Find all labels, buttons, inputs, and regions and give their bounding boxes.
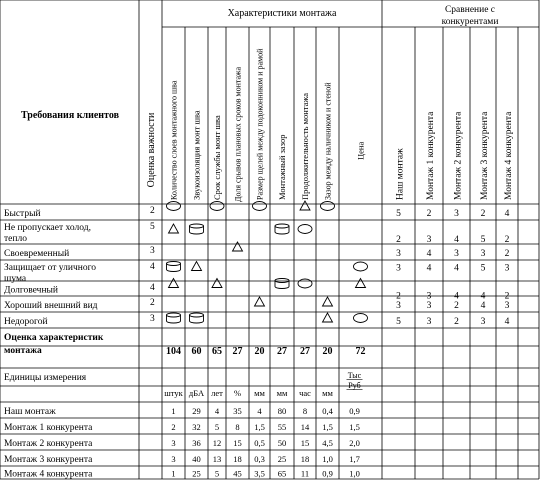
installation-value: 3: [171, 438, 176, 448]
installation-value: 18: [300, 454, 310, 464]
competitor-rating: 3: [504, 301, 510, 311]
column-header-characteristic: Доля срывов плановых сроков монтажа: [233, 66, 243, 202]
assessment-value: 20: [322, 346, 333, 357]
competitor-rating: 5: [396, 317, 401, 327]
assessment-value: 65: [212, 346, 222, 357]
importance-value: 3: [150, 314, 155, 324]
weak-relation-triangle-symbol: [323, 313, 333, 322]
competitor-rating: 3: [426, 291, 432, 302]
requirement-label: шума: [4, 274, 27, 284]
installation-value: 1: [171, 468, 176, 479]
installation-value: 1,7: [349, 454, 360, 464]
column-header-comparison: Монтаж 4 конкурента: [504, 111, 514, 200]
installation-value: 2: [171, 422, 176, 432]
installation-value: 80: [277, 406, 287, 416]
column-header-characteristic: Продолжительность монтажа: [300, 92, 310, 200]
installation-value: 11: [300, 468, 310, 479]
competitor-rating: 3: [504, 263, 510, 274]
assessment-value: 72: [355, 346, 366, 357]
medium-relation-cylinder-symbol: [275, 279, 289, 289]
installation-value: 14: [300, 422, 310, 432]
strong-relation-circle-symbol: [321, 202, 335, 211]
importance-value: 4: [150, 283, 155, 293]
installation-value: 1,0: [349, 468, 360, 479]
competitor-rating: 3: [454, 249, 459, 259]
assessment-label: монтажа: [4, 346, 42, 356]
competitor-rating: 2: [504, 235, 510, 245]
assessment-value: 60: [191, 346, 202, 357]
installation-value: 2,0: [349, 438, 360, 448]
column-header-characteristic: Количество слоев монтажного шва: [169, 80, 179, 200]
strong-relation-circle-symbol: [298, 279, 312, 288]
competitor-rating: 5: [396, 209, 401, 219]
competitor-rating: 3: [396, 263, 401, 274]
column-header-comparison: Монтаж 1 конкурента: [426, 111, 436, 200]
column-header-comparison: Монтаж 2 конкурента: [453, 111, 464, 200]
assessment-value: 27: [277, 346, 287, 357]
installation-value: 4: [257, 406, 262, 416]
characteristics-title: Характеристики монтажа: [227, 8, 337, 19]
competitor-rating: 2: [454, 317, 459, 327]
installation-value: 65: [277, 468, 287, 479]
installation-value: 18: [233, 454, 242, 464]
strong-relation-circle-symbol: [210, 202, 224, 211]
installation-label: Монтаж 2 конкурента: [4, 439, 93, 449]
units-label: Единицы измерения: [4, 373, 87, 383]
installation-value: 50: [277, 438, 287, 448]
competitor-rating: 4: [426, 263, 432, 274]
importance-value: 2: [150, 206, 155, 216]
requirement-label: тепло: [4, 234, 27, 244]
installation-value: 8: [235, 422, 240, 432]
weak-relation-triangle-symbol: [192, 262, 202, 271]
installation-value: 4: [214, 406, 220, 416]
unit-value: лет: [211, 388, 223, 398]
competitor-rating: 2: [454, 301, 459, 311]
installation-value: 13: [212, 454, 222, 464]
medium-relation-cylinder-symbol: [190, 224, 204, 234]
strong-relation-circle-symbol: [354, 262, 368, 271]
weak-relation-triangle-symbol: [300, 201, 310, 210]
weak-relation-triangle-symbol: [212, 279, 222, 288]
requirement-label: Быстрый: [4, 209, 41, 219]
installation-value: 36: [192, 438, 201, 448]
installation-value: 40: [192, 454, 201, 464]
installation-label: Монтаж 3 конкурента: [4, 455, 93, 465]
assessment-value: 27: [300, 346, 310, 357]
installation-value: 0,9: [349, 406, 360, 416]
installation-label: Монтаж 1 конкурента: [4, 423, 93, 433]
installation-value: 1,5: [349, 422, 360, 432]
importance-value: 3: [150, 246, 155, 256]
unit-value: %: [233, 388, 242, 398]
competitor-rating: 4: [480, 291, 486, 302]
column-header-characteristic: Срок службы монт шва: [212, 115, 222, 200]
competitor-rating: 3: [480, 249, 486, 259]
importance-value: 4: [150, 262, 155, 272]
competitor-rating: 3: [426, 301, 432, 311]
unit-value: мм: [322, 388, 333, 398]
installation-value: 0,5: [254, 438, 265, 448]
column-header-comparison: Наш монтаж: [395, 148, 406, 200]
installation-value: 15: [300, 438, 310, 448]
requirement-label: Защищает от уличного: [4, 263, 96, 273]
column-header-characteristic: Размер щелей между подоконником и рамой: [255, 48, 265, 200]
weak-relation-triangle-symbol: [169, 224, 179, 233]
competitor-rating: 4: [426, 249, 432, 259]
installation-value: 1: [171, 406, 176, 416]
weak-relation-triangle-symbol: [169, 279, 179, 288]
requirements-title: Требования клиентов: [20, 110, 120, 121]
unit-price: Тыс: [347, 371, 362, 380]
installation-value: 29: [192, 406, 201, 416]
requirement-label: Не пропускает холод,: [4, 223, 91, 233]
column-header-characteristic: Зазор между наличником и стеной: [323, 82, 333, 200]
unit-value: дБА: [188, 388, 205, 398]
installation-value: 32: [192, 422, 201, 432]
installation-value: 0,9: [322, 468, 333, 479]
column-header-importance: Оценка важности: [146, 112, 157, 188]
installation-value: 0,3: [254, 454, 265, 464]
medium-relation-cylinder-symbol: [275, 224, 289, 234]
competitor-rating: 4: [454, 263, 459, 274]
installation-value: 3,5: [254, 468, 265, 479]
comparison-title: конкурентами: [441, 17, 499, 27]
column-header-characteristic: Монтажный зазор: [277, 134, 287, 200]
assessment-label: Оценка характеристик: [4, 333, 104, 343]
competitor-rating: 2: [426, 209, 432, 219]
installation-value: 1,0: [322, 454, 333, 464]
installation-value: 45: [233, 468, 242, 479]
competitor-rating: 2: [504, 291, 510, 302]
unit-value: мм: [254, 388, 265, 398]
weak-relation-triangle-symbol: [255, 297, 265, 306]
medium-relation-cylinder-symbol: [190, 313, 204, 323]
column-header-comparison: Монтаж 3 конкурента: [480, 111, 490, 200]
strong-relation-circle-symbol: [354, 314, 368, 323]
assessment-value: 20: [254, 346, 265, 357]
competitor-rating: 2: [504, 249, 510, 259]
installation-label: Монтаж 4 конкурента: [4, 469, 93, 480]
unit-value: мм: [276, 388, 288, 398]
competitor-rating: 4: [454, 235, 459, 245]
competitor-rating: 5: [480, 263, 486, 274]
competitor-rating: 2: [396, 235, 401, 245]
installation-value: 15: [233, 438, 242, 448]
medium-relation-cylinder-symbol: [167, 262, 181, 272]
strong-relation-circle-symbol: [253, 202, 267, 211]
competitor-rating: 2: [396, 291, 401, 302]
weak-relation-triangle-symbol: [323, 297, 333, 306]
competitor-rating: 3: [396, 249, 401, 259]
requirement-label: Своевременный: [4, 249, 70, 259]
importance-value: 5: [150, 222, 155, 232]
requirement-label: Долговечный: [4, 285, 58, 296]
installation-value: 55: [277, 422, 287, 432]
installation-value: 5: [214, 422, 220, 432]
requirement-label: Хороший внешний вид: [4, 301, 98, 311]
installation-value: 8: [302, 406, 308, 416]
installation-label: Наш монтаж: [4, 407, 56, 417]
competitor-rating: 4: [504, 317, 510, 327]
competitor-rating: 3: [426, 235, 432, 245]
column-header-characteristic: Звукоизоляция монт шва: [191, 110, 202, 200]
competitor-rating: 4: [480, 301, 486, 311]
assessment-value: 104: [166, 346, 181, 357]
installation-value: 1,5: [322, 422, 333, 432]
importance-value: 2: [150, 298, 155, 308]
installation-value: 35: [233, 406, 242, 416]
competitor-rating: 3: [454, 209, 459, 219]
comparison-title: Сравнение с: [444, 5, 496, 15]
competitor-rating: 3: [480, 317, 486, 327]
installation-value: 12: [212, 438, 222, 448]
weak-relation-triangle-symbol: [356, 279, 366, 288]
installation-value: 25: [192, 468, 201, 479]
competitor-rating: 4: [454, 291, 459, 302]
unit-value: час: [299, 388, 311, 398]
competitor-rating: 5: [480, 235, 486, 245]
strong-relation-circle-symbol: [167, 202, 181, 211]
column-header-characteristic: Цена: [355, 141, 366, 160]
unit-price: Руб: [348, 381, 361, 390]
unit-value: штук: [164, 388, 183, 398]
table-cells: [4, 5, 514, 480]
requirement-label: Недорогой: [4, 317, 48, 327]
medium-relation-cylinder-symbol: [167, 313, 181, 323]
competitor-rating: 2: [480, 209, 486, 219]
assessment-value: 27: [232, 346, 243, 357]
installation-value: 5: [214, 468, 220, 479]
weak-relation-triangle-symbol: [233, 242, 243, 251]
installation-value: 1,5: [254, 422, 265, 432]
installation-value: 4,5: [322, 438, 333, 448]
strong-relation-circle-symbol: [298, 225, 312, 234]
competitor-rating: 4: [504, 209, 510, 219]
installation-value: 3: [171, 454, 176, 464]
installation-value: 25: [277, 454, 287, 464]
competitor-rating: 3: [426, 317, 432, 327]
installation-value: 0,4: [322, 406, 333, 416]
competitor-rating: 3: [396, 301, 401, 311]
